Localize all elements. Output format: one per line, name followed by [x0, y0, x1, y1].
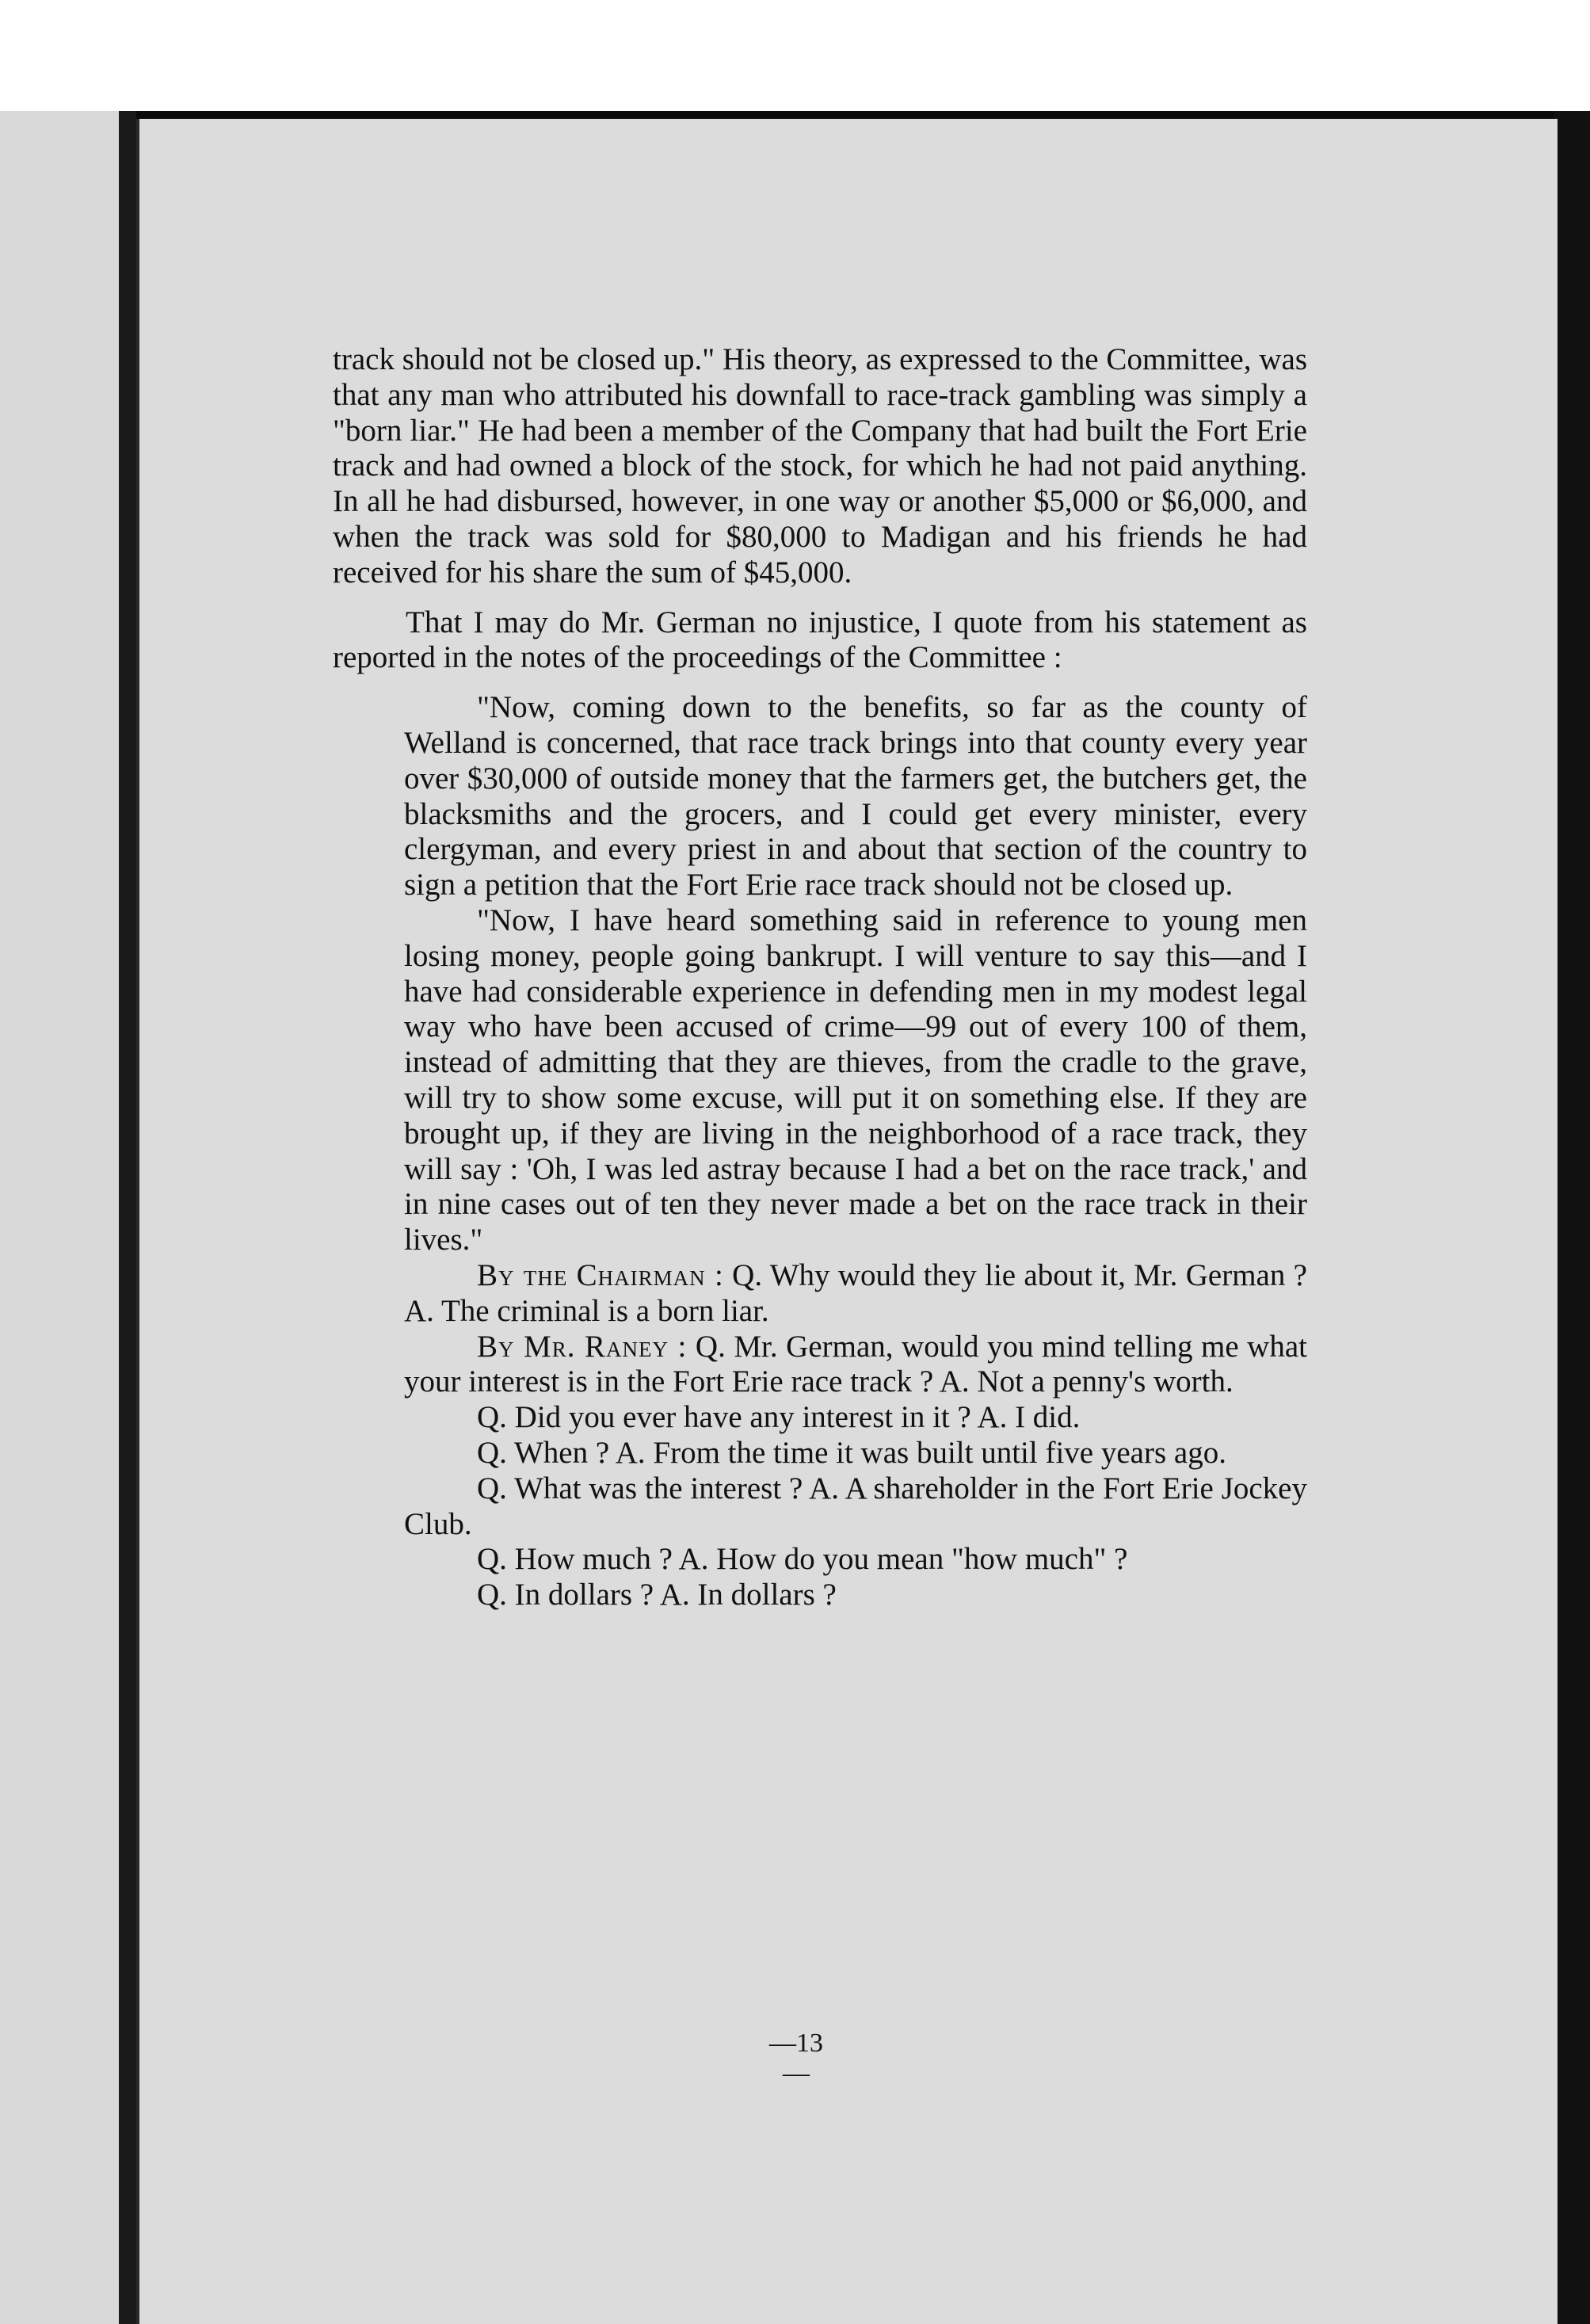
scan-top-margin — [0, 0, 1590, 111]
qa-text: Q. Mr. German, would you mind telling me what your interest is in the Fort Erie race track ? A. Not a penny's worth. — [404, 1329, 1307, 1399]
qa-line-6: Q. How much ? A. How do you mean "how much" ? — [477, 1542, 1128, 1577]
speaker-label: By Mr. Raney : — [477, 1329, 688, 1364]
qa-line-4: Q. When ? A. From the time it was built until five years ago. — [477, 1435, 1226, 1470]
speaker-label: By the Chairman : — [477, 1257, 724, 1292]
scan-right-margin — [1554, 111, 1590, 2324]
qa-line-3: Q. Did you ever have any interest in it ? A. I did. — [477, 1400, 1081, 1435]
quote-paragraph-2: "Now, I have heard something said in reference to young men losing money, people going bankrupt. I will venture to say this—and I have had considerable experience in defending men in my modest legal way who have been accused of crime—99 out of every 100 of them, instead of admitting that they are thieves, from the cradle to the grave, will try to show some excuse, will put it on something else. If they are brought up, if they are living in the neighborhood of a race track, they will say : 'Oh, I was led astray because I had a bet on the race track,' and in nine cases out of ten they never made a bet on the race track in their lives." — [404, 903, 1307, 1257]
facing-page-edge — [0, 111, 119, 2324]
testimony-exchange — [404, 1258, 1307, 1613]
qa-line-2 — [404, 1330, 1307, 1401]
quote-paragraph-1: "Now, coming down to the benefits, so far as the county of Welland is concerned, that race track brings into that county every year over $30,000 of outside money that the farmers get, the butchers get, the blacksmiths and the grocers, and I could get every minister, every clergyman, and every priest in and about that section of the country to sign a petition that the Fort Erie race track should not be closed up. — [404, 690, 1307, 903]
qa-line-1 — [404, 1258, 1307, 1330]
paragraph-intro-quote: That I may do Mr. German no injustice, I quote from his statement as reported in the notes of the proceedings of the Committee : — [333, 605, 1307, 675]
page-number: —13— — [769, 2028, 823, 2088]
qa-text: Q. Why would they lie about it, Mr. German ? A. The criminal is a born liar. — [404, 1257, 1307, 1328]
qa-line-7: Q. In dollars ? A. In dollars ? — [477, 1578, 837, 1612]
qa-line-5: Q. What was the interest ? A. A shareholder in the Fort Erie Jockey Club. — [404, 1471, 1307, 1541]
block-quote — [404, 690, 1307, 1613]
paragraph-continuation: track should not be closed up." His theory, as expressed to the Committee, was that any man who attributed his downfall to race-track gambling was simply a "born liar." He had been a member of the Company that had built the Fort Erie track and had owned a block of the stock, for which he had not paid anything. In all he had disbursed, however, in one way or another $5,000 or $6,000, and when the track was sold for $80,000 to Madigan and his friends he had received for his share the sum of $45,000. — [333, 342, 1307, 590]
page-body — [333, 342, 1307, 1613]
book-spine — [119, 111, 136, 2324]
